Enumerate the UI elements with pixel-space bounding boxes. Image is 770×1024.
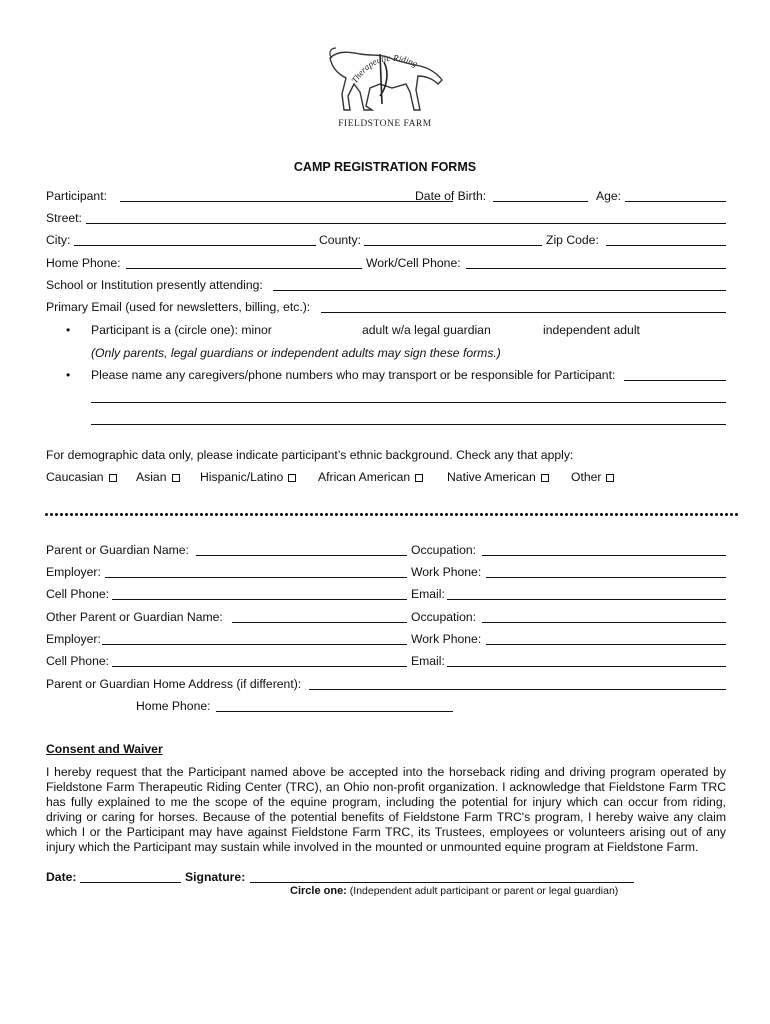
age-label: Age: (596, 189, 622, 203)
ethnicity-asian[interactable] (136, 469, 180, 485)
participant-type-row (46, 322, 726, 338)
work-phone2-label: Work Phone: (411, 632, 482, 646)
ethnicity-options (46, 469, 726, 485)
circle-one-row (290, 885, 618, 897)
participant-type-prompt[interactable]: Participant is a (circle one): minor (91, 323, 272, 337)
checkbox-icon[interactable] (288, 474, 296, 482)
county-field[interactable] (364, 245, 542, 246)
ethnicity-native-american[interactable] (447, 469, 549, 485)
note-row (46, 345, 726, 361)
consent-heading: Consent and Waiver (46, 742, 163, 756)
ethnicity-hispanic-latino[interactable] (200, 469, 296, 485)
occupation-field[interactable] (482, 555, 726, 556)
logo (320, 44, 450, 128)
guardian-home-phone-label: Home Phone: (136, 699, 211, 713)
parent-name-field[interactable] (196, 555, 407, 556)
other-parent-name-label: Other Parent or Guardian Name: (46, 610, 223, 624)
guardian-row-4 (46, 609, 726, 625)
dob-field[interactable] (493, 201, 588, 202)
caregivers-field-1[interactable] (624, 380, 726, 381)
dob-label: Date of Birth: (415, 189, 487, 203)
guardian-row-3 (46, 586, 726, 602)
guardian-email-field[interactable] (447, 599, 726, 600)
work-phone-field[interactable] (486, 577, 726, 578)
date-label: Date: (46, 870, 77, 884)
guardian-row-8 (46, 698, 726, 714)
home-address-field[interactable] (309, 689, 726, 690)
checkbox-icon[interactable] (606, 474, 614, 482)
cell-phone2-field[interactable] (112, 666, 407, 667)
option-label: Caucasian (46, 470, 104, 484)
email-field[interactable] (321, 312, 726, 313)
option-independent-adult[interactable]: independent adult (543, 323, 640, 337)
county-label: County: (319, 233, 362, 247)
option-label: Asian (136, 470, 167, 484)
option-legal-guardian[interactable]: adult w/a legal guardian (362, 323, 491, 337)
work-cell-phone-label: Work/Cell Phone: (366, 256, 461, 270)
guardian-row-6 (46, 653, 726, 669)
checkbox-icon[interactable] (541, 474, 549, 482)
cell-phone2-label: Cell Phone: (46, 654, 110, 668)
section-divider (44, 512, 738, 518)
school-label: School or Institution presently attending: (46, 278, 263, 292)
guardian-email2-field[interactable] (447, 666, 726, 667)
option-label: African American (318, 470, 411, 484)
participant-label: Participant: (46, 189, 107, 203)
employer2-field[interactable] (102, 644, 407, 645)
caregivers-field-2[interactable] (91, 402, 726, 403)
participant-field[interactable] (120, 201, 453, 202)
signature-row (46, 869, 726, 885)
home-phone-label: Home Phone: (46, 256, 121, 270)
street-field[interactable] (86, 223, 726, 224)
guardian-row-1 (46, 542, 726, 558)
email-row (46, 299, 726, 315)
cell-phone-label: Cell Phone: (46, 587, 110, 601)
occupation2-field[interactable] (482, 622, 726, 623)
age-field[interactable] (625, 201, 726, 202)
phone-row (46, 255, 726, 271)
ethnicity-other[interactable] (571, 469, 614, 485)
parent-name-label: Parent or Guardian Name: (46, 543, 189, 557)
option-label: Native American (447, 470, 536, 484)
home-address-label: Parent or Guardian Home Address (if different): (46, 677, 302, 691)
ethnicity-prompt-row (46, 447, 726, 463)
circle-one-label: Circle one: (290, 885, 347, 897)
school-row (46, 277, 726, 293)
circle-one-options[interactable]: (Independent adult participant or parent or legal guardian) (349, 885, 619, 897)
work-cell-phone-field[interactable] (466, 268, 726, 269)
city-row (46, 232, 726, 248)
guardian-row-5 (46, 631, 726, 647)
logo-name: FIELDSTONE FARM (338, 119, 432, 129)
ethnicity-prompt: For demographic data only, please indicate participant’s ethnic background. Check any that apply: (46, 448, 574, 462)
zip-label: Zip Code: (546, 233, 599, 247)
caregivers-prompt: Please name any caregivers/phone numbers who may transport or be responsible for Participant: (91, 368, 616, 382)
cell-phone-field[interactable] (112, 599, 407, 600)
work-phone2-field[interactable] (486, 644, 726, 645)
school-field[interactable] (273, 290, 726, 291)
city-field[interactable] (74, 245, 316, 246)
horse-logo-icon (320, 44, 450, 116)
street-label: Street: (46, 211, 82, 225)
caregivers-row (46, 367, 726, 383)
checkbox-icon[interactable] (109, 474, 117, 482)
option-label: Other (571, 470, 602, 484)
city-label: City: (46, 233, 71, 247)
page-title: CAMP REGISTRATION FORMS (293, 160, 477, 174)
consent-body: I hereby request that the Participant named above be accepted into the horseback riding and driving program operated by Fieldstone Farm Therapeutic Riding Center (TRC), an Ohio non-profit organization. I acknowledge that Fieldstone Farm TRC has fully explained to me the scope of the equine program, including the potential for injury which can occur from riding, driving or caring for horses. Because of the potential benefits of Fieldstone Farm TRC's program, I hereby waive any claim which I or the Participant may have against Fieldstone Farm TRC, its Trustees, employees or volunteers arising out of any injury which the Participant may sustain while involved in the mounted or unmounted equine program at Fieldstone Farm. (46, 765, 726, 854)
email2-label: Email: (411, 654, 445, 668)
participant-row (46, 188, 726, 204)
home-phone-field[interactable] (126, 268, 362, 269)
guardian-row-2 (46, 564, 726, 580)
guardian-row-7 (46, 676, 726, 692)
employer2-label: Employer: (46, 632, 101, 646)
zip-field[interactable] (606, 245, 726, 246)
checkbox-icon[interactable] (172, 474, 180, 482)
signing-note: (Only parents, legal guardians or independent adults may sign these forms.) (91, 346, 501, 360)
occupation-label: Occupation: (411, 610, 477, 624)
street-row (46, 210, 726, 226)
date-field[interactable] (80, 882, 181, 883)
employer-field[interactable] (105, 577, 407, 578)
email-label: Primary Email (used for newsletters, billing, etc.): (46, 300, 311, 314)
option-label: Hispanic/Latino (200, 470, 284, 484)
bullet-icon: • (66, 323, 71, 337)
signature-field[interactable] (250, 882, 634, 883)
logo-arc-text: Therapeutic Riding (349, 52, 420, 85)
svg-text:Therapeutic Riding (349, 53, 419, 85)
occupation-label: Occupation: (411, 543, 477, 557)
guardian-home-phone-field[interactable] (216, 711, 453, 712)
other-parent-name-field[interactable] (232, 622, 407, 623)
ethnicity-caucasian[interactable] (46, 469, 117, 485)
bullet-icon: • (66, 368, 71, 382)
signature-label: Signature: (185, 870, 246, 884)
work-phone-label: Work Phone: (411, 565, 482, 579)
ethnicity-african-american[interactable] (318, 469, 423, 485)
email-label: Email: (411, 587, 445, 601)
checkbox-icon[interactable] (415, 474, 423, 482)
caregivers-field-3[interactable] (91, 424, 726, 425)
employer-label: Employer: (46, 565, 101, 579)
